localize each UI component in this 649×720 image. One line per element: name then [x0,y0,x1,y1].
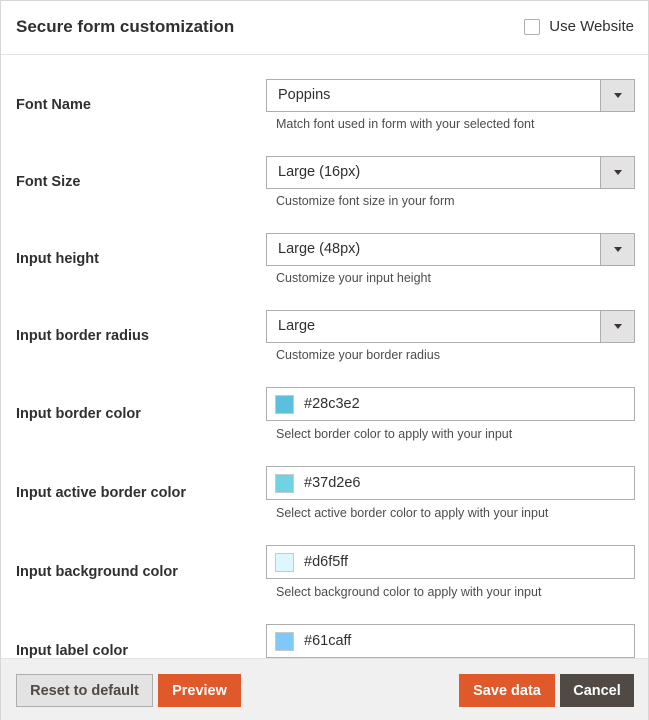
field-hint: Customize your input height [276,271,431,285]
field-label: Input label color [16,643,128,658]
select-value: Large (48px) [278,241,361,257]
field-hint: Customize font size in your form [276,194,455,208]
select-value: Large [278,318,316,334]
color-swatch[interactable] [275,632,294,651]
active-border-color-input[interactable] [266,466,635,500]
color-value: #37d2e6 [304,475,361,491]
form-body [1,56,648,658]
input-height-select[interactable] [266,233,635,266]
label-color-input[interactable] [266,624,635,658]
border-radius-select[interactable] [266,310,635,343]
save-data-button[interactable]: Save data [459,674,555,707]
dropdown-button[interactable] [600,234,634,265]
use-website-label[interactable]: Use Website [549,18,634,35]
background-color-input[interactable] [266,545,635,579]
field-hint: Customize your border radius [276,348,440,362]
panel-header [1,1,648,55]
dropdown-button[interactable] [600,311,634,342]
select-value: Poppins [278,87,331,103]
color-value: #28c3e2 [304,396,360,412]
reset-to-default-button[interactable]: Reset to default [16,674,153,707]
field-label: Font Size [16,174,81,190]
color-value: #61caff [304,633,352,649]
chevron-down-icon [614,324,622,329]
color-swatch[interactable] [275,553,294,572]
select-value: Large (16px) [278,164,361,180]
font-size-select[interactable] [266,156,635,189]
field-label: Input border color [16,406,141,422]
use-website-checkbox[interactable] [524,19,540,35]
field-label: Input height [16,251,99,267]
preview-button[interactable]: Preview [158,674,241,707]
font-name-select[interactable] [266,79,635,112]
chevron-down-icon [614,93,622,98]
border-color-input[interactable] [266,387,635,421]
field-hint: Select active border color to apply with your input [276,506,549,520]
color-swatch[interactable] [275,395,294,414]
page-title: Secure form customization [16,17,235,36]
field-hint: Match font used in form with your selected font [276,117,535,131]
field-hint: Select border color to apply with your input [276,427,513,441]
field-label: Input active border color [16,485,186,501]
field-label: Font Name [16,97,91,113]
field-label: Input background color [16,564,178,580]
panel-footer [1,658,648,720]
field-hint: Select background color to apply with your input [276,585,542,599]
color-swatch[interactable] [275,474,294,493]
use-website-toggle[interactable] [524,18,634,35]
field-label: Input border radius [16,328,149,344]
dropdown-button[interactable] [600,80,634,111]
color-value: #d6f5ff [304,554,349,570]
dropdown-button[interactable] [600,157,634,188]
chevron-down-icon [614,170,622,175]
chevron-down-icon [614,247,622,252]
cancel-button[interactable]: Cancel [560,674,634,707]
